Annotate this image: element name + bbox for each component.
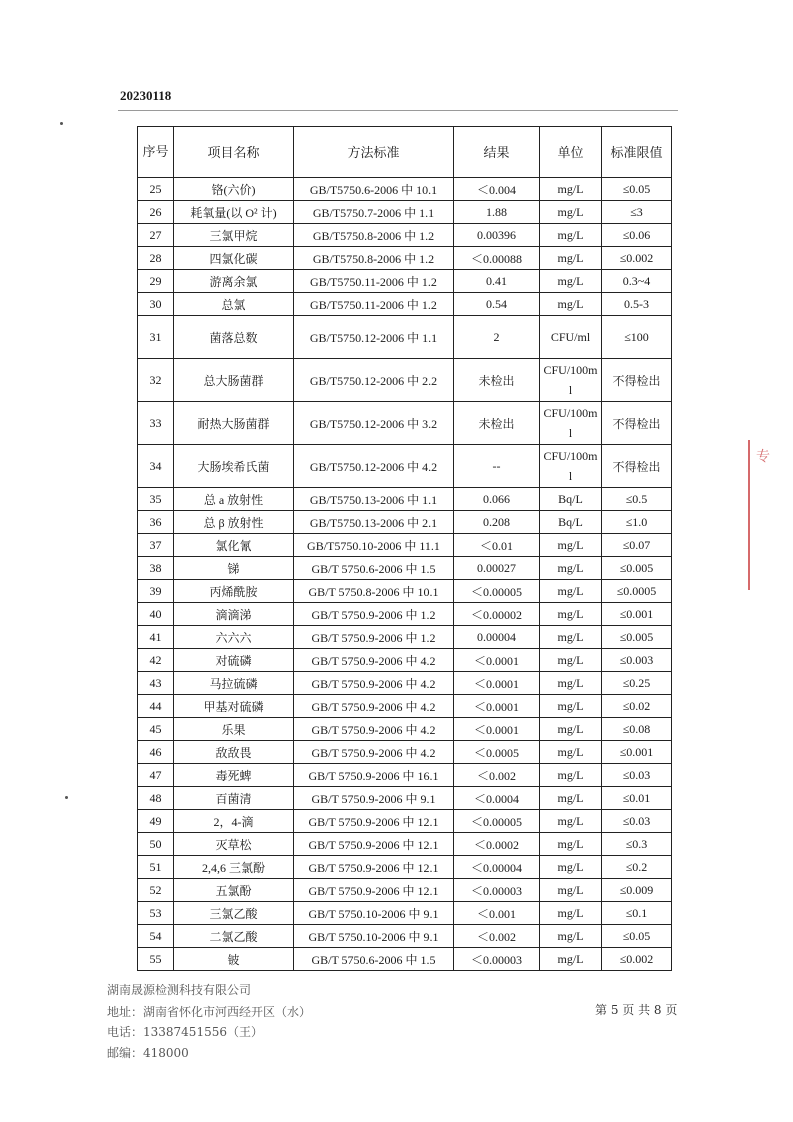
cell-result: ＜0.0004 [454,787,540,810]
cell-method: GB/T5750.13-2006 中 2.1 [294,511,454,534]
cell-limit: ≤100 [602,316,672,359]
cell-unit: mg/L [540,879,602,902]
cell-item: 锑 [174,557,294,580]
cell-limit: ≤0.0005 [602,580,672,603]
cell-result: ＜0.0001 [454,718,540,741]
cell-seq: 43 [138,672,174,695]
cell-seq: 30 [138,293,174,316]
cell-seq: 31 [138,316,174,359]
cell-unit: mg/L [540,557,602,580]
cell-seq: 41 [138,626,174,649]
table-row [138,879,672,902]
cell-unit: mg/L [540,695,602,718]
cell-result: ＜0.01 [454,534,540,557]
cell-unit: Bq/L [540,511,602,534]
cell-result: 2 [454,316,540,359]
cell-unit: CFU/100ml [540,445,602,488]
cell-seq: 42 [138,649,174,672]
header-divider [118,110,678,111]
cell-seq: 50 [138,833,174,856]
cell-method: GB/T 5750.10-2006 中 9.1 [294,925,454,948]
cell-item: 大肠埃希氏菌 [174,445,294,488]
cell-result: ＜0.00005 [454,580,540,603]
cell-method: GB/T5750.8-2006 中 1.2 [294,247,454,270]
cell-unit: mg/L [540,925,602,948]
cell-result: 0.066 [454,488,540,511]
cell-item: 百菌清 [174,787,294,810]
cell-unit: mg/L [540,833,602,856]
cell-item: 乐果 [174,718,294,741]
cell-method: GB/T5750.11-2006 中 1.2 [294,270,454,293]
cell-limit: ≤0.25 [602,672,672,695]
cell-unit: mg/L [540,603,602,626]
cell-seq: 48 [138,787,174,810]
table-header-row [138,127,672,178]
cell-result: ＜0.002 [454,925,540,948]
cell-result: 未检出 [454,402,540,445]
cell-item: 马拉硫磷 [174,672,294,695]
cell-result: 0.41 [454,270,540,293]
cell-result: 0.00396 [454,224,540,247]
cell-item: 总大肠菌群 [174,359,294,402]
cell-unit: mg/L [540,201,602,224]
cell-limit: ≤0.02 [602,695,672,718]
cell-result: ＜0.00005 [454,810,540,833]
cell-seq: 29 [138,270,174,293]
cell-seq: 32 [138,359,174,402]
cell-unit: mg/L [540,902,602,925]
cell-limit: ≤0.06 [602,224,672,247]
cell-item: 三氯甲烷 [174,224,294,247]
table-row [138,511,672,534]
table-row [138,402,672,445]
cell-unit: mg/L [540,672,602,695]
cell-unit: CFU/100ml [540,359,602,402]
cell-result: ＜0.00088 [454,247,540,270]
cell-unit: mg/L [540,626,602,649]
cell-method: GB/T 5750.10-2006 中 9.1 [294,902,454,925]
cell-unit: mg/L [540,224,602,247]
header-result: 结果 [454,127,540,178]
header-limit: 标准限值 [602,127,672,178]
cell-unit: mg/L [540,718,602,741]
cell-unit: mg/L [540,247,602,270]
cell-seq: 38 [138,557,174,580]
cell-item: 2，4-滴 [174,810,294,833]
cell-limit: ≤0.2 [602,856,672,879]
table-row [138,580,672,603]
cell-item: 总 a 放射性 [174,488,294,511]
cell-item: 滴滴涕 [174,603,294,626]
table-row [138,270,672,293]
cell-limit: 不得检出 [602,359,672,402]
cell-seq: 36 [138,511,174,534]
cell-method: GB/T 5750.6-2006 中 1.5 [294,557,454,580]
table-row [138,201,672,224]
cell-method: GB/T 5750.9-2006 中 12.1 [294,833,454,856]
cell-unit: mg/L [540,764,602,787]
cell-seq: 46 [138,741,174,764]
table-row [138,833,672,856]
cell-limit: ≤0.003 [602,649,672,672]
table-row [138,603,672,626]
footer-company: 湖南晟源检测科技有限公司 [107,983,252,997]
cell-result: ＜0.00004 [454,856,540,879]
cell-item: 耗氧量(以 O² 计) [174,201,294,224]
cell-unit: mg/L [540,649,602,672]
cell-seq: 44 [138,695,174,718]
cell-method: GB/T 5750.9-2006 中 1.2 [294,603,454,626]
table-row [138,534,672,557]
cell-result: ＜0.00002 [454,603,540,626]
cell-limit: ≤0.002 [602,247,672,270]
cell-method: GB/T 5750.9-2006 中 4.2 [294,741,454,764]
cell-limit: ≤0.05 [602,178,672,201]
cell-item: 毒死蜱 [174,764,294,787]
cell-unit: mg/L [540,787,602,810]
cell-limit: ≤0.01 [602,787,672,810]
cell-limit: ≤1.0 [602,511,672,534]
table-row [138,247,672,270]
cell-method: GB/T 5750.9-2006 中 1.2 [294,626,454,649]
cell-item: 铍 [174,948,294,971]
header-item: 项目名称 [174,127,294,178]
cell-method: GB/T 5750.9-2006 中 12.1 [294,810,454,833]
cell-seq: 35 [138,488,174,511]
table-row [138,626,672,649]
cell-seq: 52 [138,879,174,902]
table-row [138,649,672,672]
cell-limit: ≤0.009 [602,879,672,902]
footer-phone: 电话：13387451556（王） [107,1025,263,1039]
cell-item: 四氯化碳 [174,247,294,270]
cell-item: 灭草松 [174,833,294,856]
cell-seq: 27 [138,224,174,247]
cell-limit: 不得检出 [602,445,672,488]
table-row [138,557,672,580]
cell-seq: 47 [138,764,174,787]
cell-seq: 26 [138,201,174,224]
cell-seq: 55 [138,948,174,971]
cell-result: ＜0.00003 [454,879,540,902]
table-row [138,672,672,695]
cell-result: ＜0.0001 [454,649,540,672]
cell-result: ＜0.002 [454,764,540,787]
cell-method: GB/T 5750.6-2006 中 1.5 [294,948,454,971]
cell-item: 六六六 [174,626,294,649]
cell-limit: ≤0.001 [602,603,672,626]
cell-unit: mg/L [540,534,602,557]
cell-unit: CFU/100ml [540,402,602,445]
header-method: 方法标准 [294,127,454,178]
table-row [138,359,672,402]
cell-item: 游离余氯 [174,270,294,293]
cell-seq: 37 [138,534,174,557]
table-row [138,741,672,764]
cell-result: ＜0.00003 [454,948,540,971]
cell-limit: ≤0.001 [602,741,672,764]
cell-seq: 34 [138,445,174,488]
cell-result: 未检出 [454,359,540,402]
cell-item: 菌落总数 [174,316,294,359]
header-unit: 单位 [540,127,602,178]
cell-result: ＜0.0001 [454,672,540,695]
cell-limit: ≤0.03 [602,810,672,833]
cell-limit: 不得检出 [602,402,672,445]
cell-method: GB/T 5750.9-2006 中 4.2 [294,649,454,672]
table-row [138,948,672,971]
table-row [138,224,672,247]
cell-seq: 40 [138,603,174,626]
table-row [138,488,672,511]
table-row [138,902,672,925]
cell-item: 耐热大肠菌群 [174,402,294,445]
seal-stamp-fragment: 专 [748,440,790,590]
cell-limit: ≤0.08 [602,718,672,741]
page-number: 第 5 页 共 8 页 [595,1003,678,1017]
cell-item: 三氯乙酸 [174,902,294,925]
table-row [138,718,672,741]
cell-result: ＜0.0001 [454,695,540,718]
cell-item: 总 β 放射性 [174,511,294,534]
cell-limit: ≤0.002 [602,948,672,971]
cell-result: -- [454,445,540,488]
cell-item: 甲基对硫磷 [174,695,294,718]
cell-limit: ≤0.5 [602,488,672,511]
table-row [138,925,672,948]
cell-limit: ≤0.03 [602,764,672,787]
cell-result: ＜0.004 [454,178,540,201]
cell-seq: 28 [138,247,174,270]
cell-limit: ≤0.05 [602,925,672,948]
cell-item: 2,4,6 三氯酚 [174,856,294,879]
cell-method: GB/T 5750.8-2006 中 10.1 [294,580,454,603]
cell-method: GB/T5750.12-2006 中 4.2 [294,445,454,488]
cell-item: 五氯酚 [174,879,294,902]
header-seq: 序号 [138,127,174,178]
cell-unit: CFU/ml [540,316,602,359]
cell-method: GB/T5750.7-2006 中 1.1 [294,201,454,224]
cell-unit: mg/L [540,741,602,764]
cell-seq: 25 [138,178,174,201]
cell-limit: ≤0.1 [602,902,672,925]
cell-unit: mg/L [540,178,602,201]
cell-method: GB/T5750.13-2006 中 1.1 [294,488,454,511]
cell-method: GB/T5750.12-2006 中 3.2 [294,402,454,445]
scan-speck [60,122,63,125]
cell-item: 敌敌畏 [174,741,294,764]
cell-item: 氯化氰 [174,534,294,557]
cell-method: GB/T 5750.9-2006 中 16.1 [294,764,454,787]
table-row [138,810,672,833]
table-row [138,695,672,718]
cell-result: 0.208 [454,511,540,534]
table-row [138,856,672,879]
table-row [138,445,672,488]
cell-method: GB/T 5750.9-2006 中 4.2 [294,672,454,695]
cell-result: 0.54 [454,293,540,316]
cell-limit: ≤0.3 [602,833,672,856]
table-row [138,178,672,201]
footer-address: 地址：湖南省怀化市河西经开区（水） [107,1005,312,1019]
table-row [138,293,672,316]
cell-limit: ≤0.005 [602,626,672,649]
cell-limit: 0.5-3 [602,293,672,316]
report-number: 20230118 [120,88,172,103]
cell-method: GB/T5750.12-2006 中 2.2 [294,359,454,402]
cell-limit: ≤3 [602,201,672,224]
cell-result: 1.88 [454,201,540,224]
cell-seq: 33 [138,402,174,445]
cell-result: ＜0.0005 [454,741,540,764]
cell-method: GB/T5750.8-2006 中 1.2 [294,224,454,247]
cell-result: ＜0.001 [454,902,540,925]
footer-postcode: 邮编：418000 [107,1046,189,1060]
cell-result: ＜0.0002 [454,833,540,856]
cell-unit: mg/L [540,856,602,879]
cell-unit: mg/L [540,270,602,293]
cell-method: GB/T 5750.9-2006 中 4.2 [294,695,454,718]
cell-method: GB/T5750.10-2006 中 11.1 [294,534,454,557]
cell-method: GB/T5750.12-2006 中 1.1 [294,316,454,359]
cell-item: 总氯 [174,293,294,316]
cell-unit: mg/L [540,948,602,971]
cell-unit: mg/L [540,580,602,603]
cell-item: 铬(六价) [174,178,294,201]
cell-result: 0.00027 [454,557,540,580]
cell-unit: mg/L [540,293,602,316]
cell-item: 丙烯酰胺 [174,580,294,603]
cell-method: GB/T 5750.9-2006 中 9.1 [294,787,454,810]
cell-limit: ≤0.005 [602,557,672,580]
cell-method: GB/T 5750.9-2006 中 12.1 [294,879,454,902]
table-row [138,764,672,787]
cell-seq: 49 [138,810,174,833]
cell-method: GB/T 5750.9-2006 中 12.1 [294,856,454,879]
cell-seq: 54 [138,925,174,948]
test-results-table [137,126,672,971]
cell-limit: ≤0.07 [602,534,672,557]
cell-seq: 51 [138,856,174,879]
cell-limit: 0.3~4 [602,270,672,293]
cell-seq: 45 [138,718,174,741]
table-row [138,316,672,359]
cell-unit: mg/L [540,810,602,833]
cell-method: GB/T5750.11-2006 中 1.2 [294,293,454,316]
cell-method: GB/T5750.6-2006 中 10.1 [294,178,454,201]
cell-item: 对硫磷 [174,649,294,672]
cell-result: 0.00004 [454,626,540,649]
cell-seq: 53 [138,902,174,925]
scan-speck [65,796,68,799]
cell-item: 二氯乙酸 [174,925,294,948]
cell-unit: Bq/L [540,488,602,511]
cell-seq: 39 [138,580,174,603]
table-row [138,787,672,810]
cell-method: GB/T 5750.9-2006 中 4.2 [294,718,454,741]
